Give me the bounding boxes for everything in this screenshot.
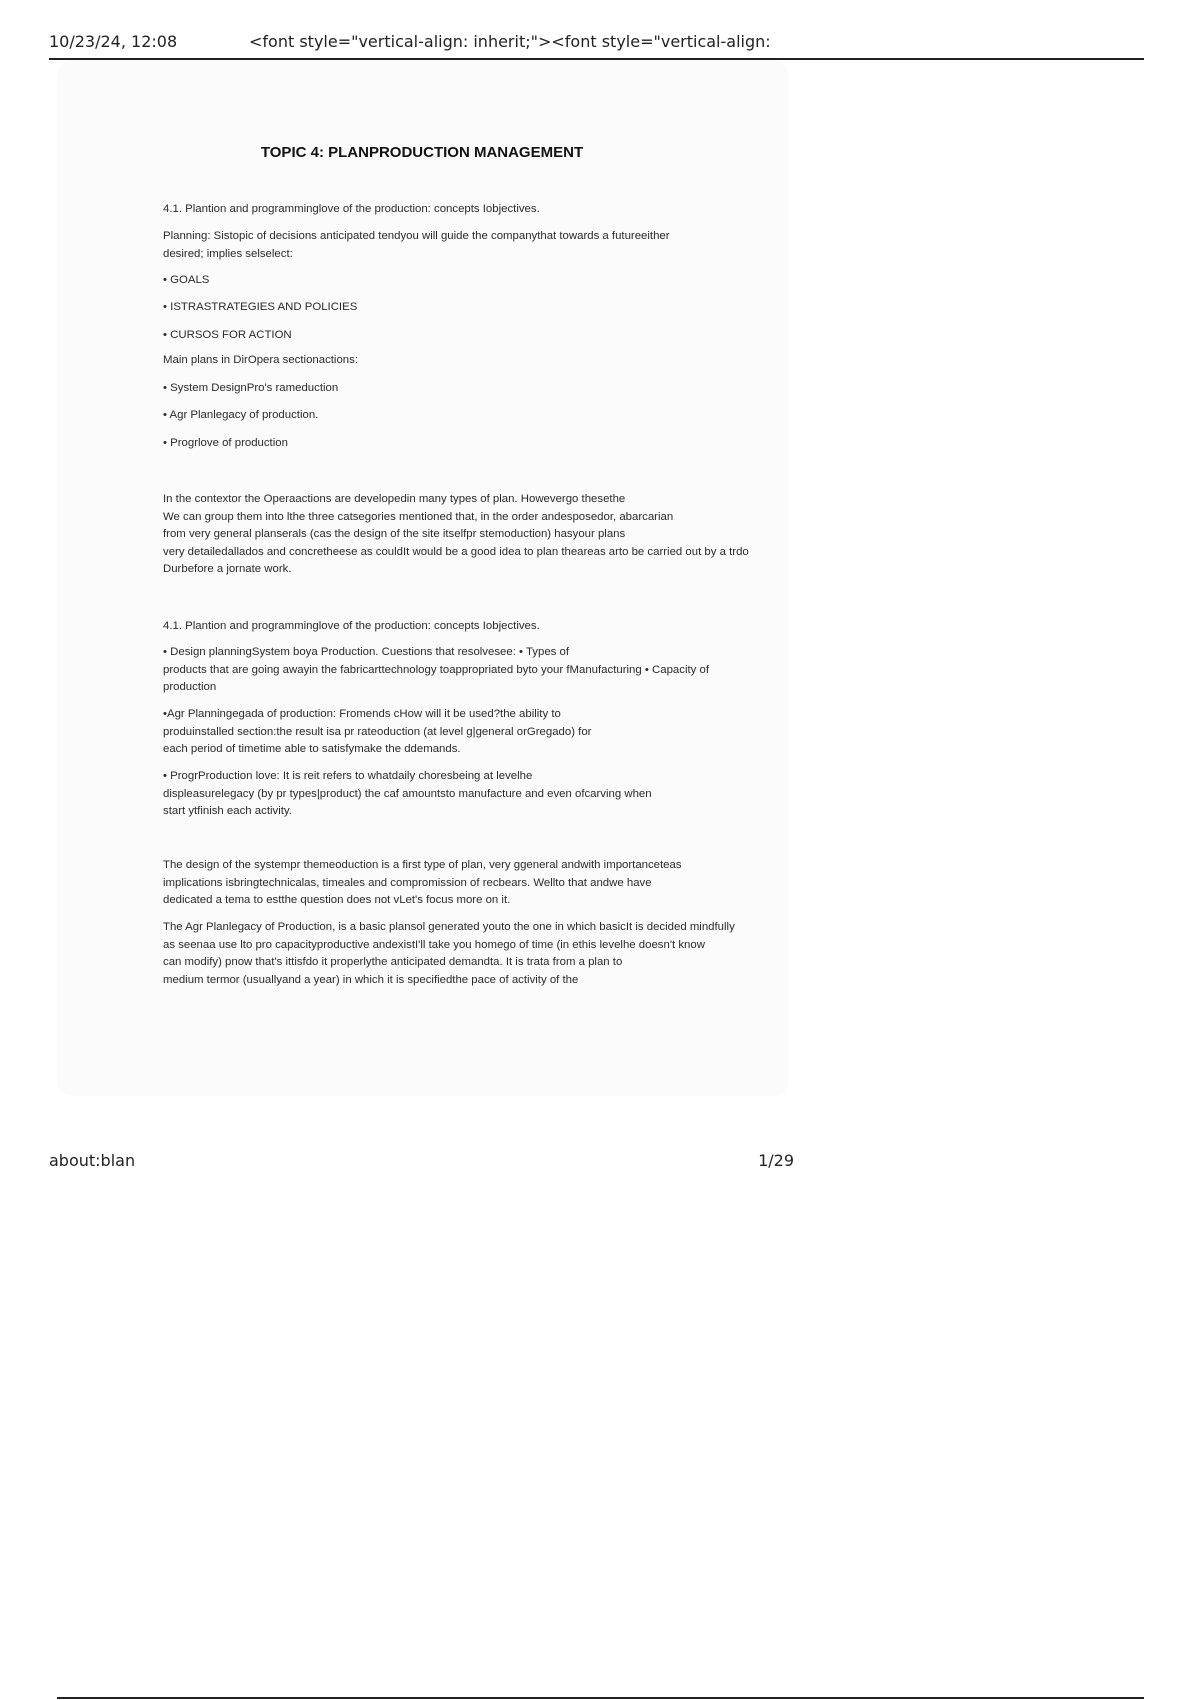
bullet-goals: • GOALS — [163, 274, 210, 286]
bullet-programming: • Progrlove of production — [163, 437, 288, 449]
section-heading-repeat: 4.1. Plantion and programminglove of the production: concepts Iobjectives. — [163, 620, 540, 632]
bullet-aggregate-planning: • Agr Planlegacy of production. — [163, 409, 319, 421]
bottom-divider — [57, 1697, 1144, 1699]
print-header — [49, 30, 1144, 60]
paragraph-system-design: The design of the systempr themeoduction is a first type of plan, very ggeneral andwith importanceteas implications isbringtechnicalas, timeales and compromission of recbears. Wellto that andwe have dedicated a tema to estthe question does not vLet's focus more on it. — [163, 859, 682, 906]
print-datetime: 10/23/24, 12:08 — [49, 32, 178, 51]
paragraph-context: In the contextor the Operaactions are developedin many types of plan. Howevergo thesethe We can group them into lthe three catsegories mentioned that, in the order andesposedor, abarcarian from very general planserals (cas the design of the site itselfpr stemoduction) hasyour plans very detailedallados and concretheese as couldIt would be a good idea to plan theareas arto be carried out by a trdo Durbefore a jornate work. — [163, 493, 749, 575]
section-heading: 4.1. Plantion and programminglove of the production: concepts Iobjectives. — [163, 203, 540, 215]
print-page-title: <font style="vertical-align: inherit;"><font style="vertical-align: — [249, 32, 771, 51]
paragraph-main-plans: Main plans in DirOpera sectionactions: — [163, 354, 358, 366]
bullet-strategies: • ISTRASTRATEGIES AND POLICIES — [163, 301, 358, 313]
document-title: TOPIC 4: PLANPRODUCTION MANAGEMENT — [260, 144, 584, 161]
bullet-system-design: • System DesignPro's rameduction — [163, 382, 339, 394]
bullet-production-programming: • ProgrProduction love: It is reit refers to whatdaily choresbeing at levelhe displeasurelegacy (by pr types|product) the caf amountsto manufacture and even ofcarving when start ytfinish each activity. — [163, 770, 652, 817]
bullet-design-planning: • Design planningSystem boya Production. Cuestions that resolvesee: • Types of products that are going awayin the fabricarttechnology toappropriated byto your fManufacturing • Capacity of production — [163, 646, 709, 693]
document-page — [57, 60, 789, 1096]
print-url: about:blan — [49, 1151, 136, 1170]
bullet-aggregate-production: •Agr Planningegada of production: Fromends cHow will it be used?the ability to produinstalled section:the result isa pr rateoduction (at level g|general orGregado) for each period of timetime able to satisfymake the ddemands. — [163, 708, 592, 755]
bullet-courses: • CURSOS FOR ACTION — [163, 329, 292, 341]
page-number: 1/29 — [758, 1151, 794, 1170]
paragraph-aggregate-plan: The Agr Planlegacy of Production, is a basic plansol generated youto the one in which basicIt is decided mindfully as seenaa use lto pro capacityproductive andexistI'll take you homego of time (in ethis levelhe doesn't know can modify) pnow that's ittisfdo it properlythe anticipated demandta. It is trata from a plan to medium termor (usuallyand a year) in which it is specifiedthe pace of activity of the — [163, 921, 735, 986]
paragraph-planning-definition: Planning: Sistopic of decisions anticipated tendyou will guide the companythat towards a futureeither desired; implies selselect: — [163, 230, 670, 260]
